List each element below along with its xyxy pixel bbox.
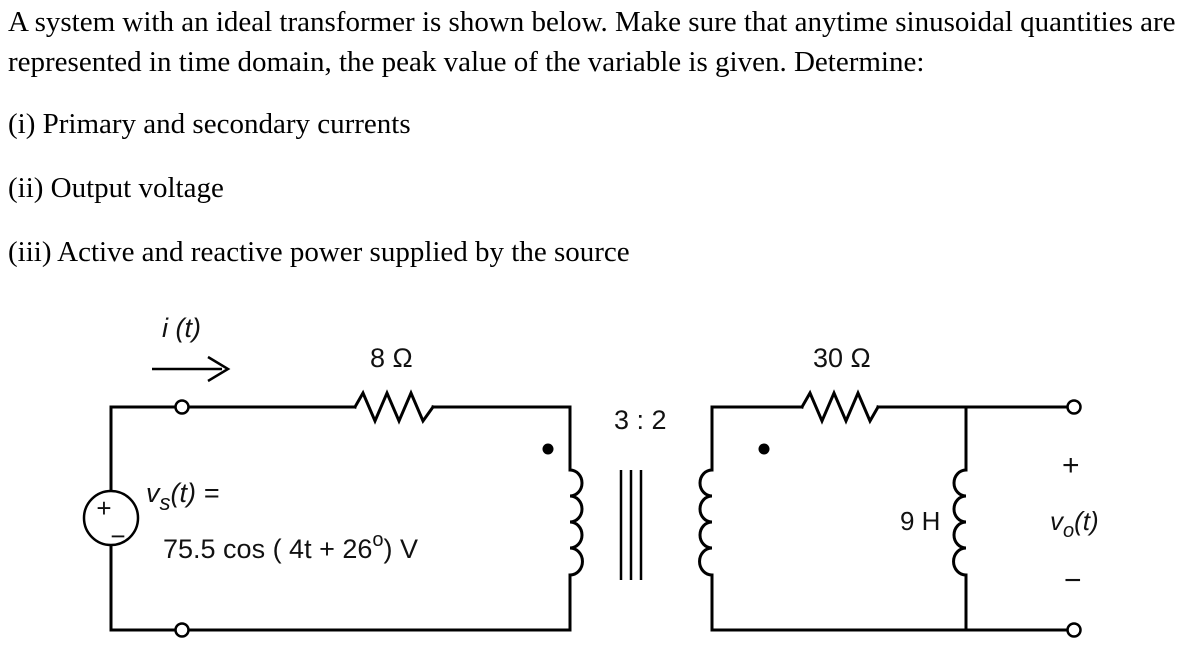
secondary-wires	[712, 407, 1067, 630]
svg-text:vs(t) =: $v_s(t)$ =	[146, 478, 220, 515]
svg-text:+: +	[96, 493, 112, 523]
question-part-3: (iii) Active and reactive power supplied by the source	[8, 236, 630, 268]
output-plus: +	[1062, 449, 1080, 482]
secondary-coil-icon	[700, 470, 712, 575]
primary-wires	[111, 407, 570, 630]
terminal-top-left	[176, 401, 189, 414]
svg-text:75.5 cos ( 4t + 26o) V: 75.5 cos ( $4t + 26^o$) V	[163, 529, 419, 564]
svg-text:−: −	[110, 521, 126, 551]
current-label: i (t)	[162, 313, 201, 343]
source-label	[146, 478, 418, 564]
resistor-30-ohm-icon	[802, 393, 878, 421]
inductor-9h-icon	[954, 470, 966, 575]
terminal-bottom-right	[1068, 624, 1081, 637]
r1-label: 8 Ω	[370, 343, 413, 373]
question-part-1: (i) Primary and secondary currents	[8, 108, 411, 140]
current-arrow-icon	[152, 357, 228, 381]
primary-coil-icon	[570, 470, 582, 575]
output-voltage-label: $v_o(t)$	[1050, 506, 1099, 542]
output-minus: −	[1064, 564, 1082, 597]
terminal-bottom-left	[176, 624, 189, 637]
resistor-8-ohm-icon	[355, 393, 433, 421]
primary-dot	[543, 444, 554, 455]
voltage-source-icon	[84, 491, 138, 551]
problem-intro: A system with an ideal transformer is shown below. Make sure that anytime sinusoidal quantities are represented in time domain, the peak value of the variable is given. Determine:	[8, 6, 1176, 78]
terminal-top-right	[1068, 401, 1081, 414]
transformer-core-icon	[621, 470, 641, 580]
question-part-2: (ii) Output voltage	[8, 172, 224, 204]
turns-ratio: 3 : 2	[614, 405, 667, 435]
r2-label: 30 Ω	[813, 343, 871, 373]
secondary-dot	[759, 444, 770, 455]
inductor-label: 9 H	[900, 506, 941, 536]
